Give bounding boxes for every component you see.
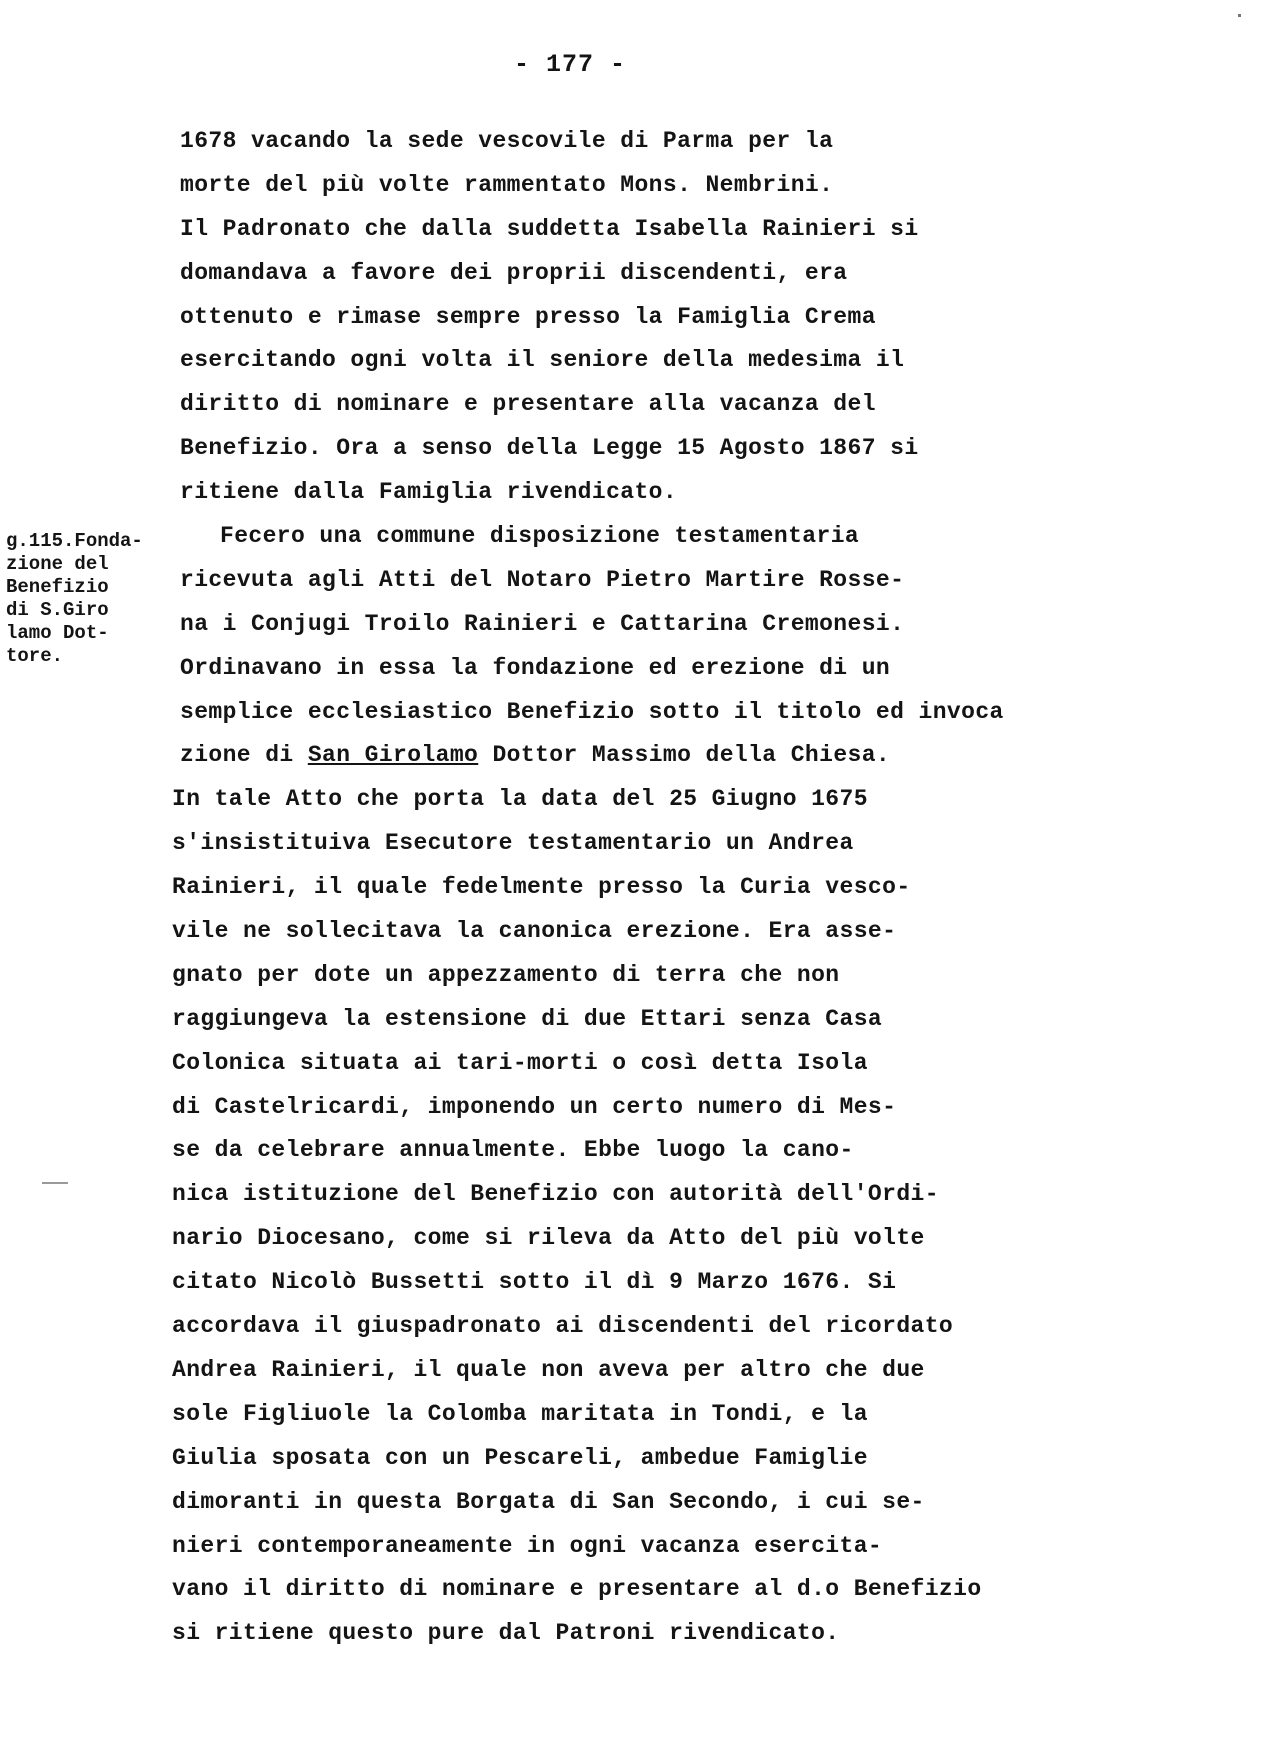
line-segment: Dottor Massimo della Chiesa. <box>478 742 891 769</box>
text-line-with-underline <box>180 734 1250 778</box>
underlined-name: San Girolamo <box>307 742 479 769</box>
text-line: In tale Atto che porta la data del 25 Giugno 1675 <box>172 786 868 813</box>
text-line: accordava il giuspadronato ai discendenti del ricordato <box>172 1313 954 1340</box>
page-number: - 177 - <box>513 50 627 79</box>
text-line: raggiungeva la estensione di due Ettari senza Casa <box>172 1005 883 1032</box>
scan-speck <box>1238 14 1241 17</box>
text-line: semplice ecclesiastico Benefizio sotto il titolo ed invoca <box>180 698 1004 725</box>
text-line: Rainieri, il quale fedelmente presso la Curia vesco- <box>172 874 911 901</box>
text-line: esercitando ogni volta il seniore della medesima il <box>180 347 905 374</box>
text-line: se da celebrare annualmente. Ebbe luogo la cano- <box>172 1137 854 1164</box>
margin-note <box>6 530 181 668</box>
text-line: ricevuta agli Atti del Notaro Pietro Martire Rosse- <box>180 566 905 593</box>
margin-note-line: g.115.Fonda- <box>6 530 143 552</box>
text-line: Il Padronato che dalla suddetta Isabella Rainieri si <box>180 215 919 242</box>
margin-note-line: lamo Dot- <box>6 622 109 644</box>
text-line: si ritiene questo pure dal Patroni rivendicato. <box>172 1620 840 1647</box>
margin-note-line: Benefizio <box>6 576 109 598</box>
margin-note-line: zione del <box>6 553 109 575</box>
paragraph-start-line: Fecero una commune disposizione testamentaria <box>220 523 860 550</box>
text-line: Ordinavano in essa la fondazione ed erezione di un <box>180 654 891 681</box>
text-line: sole Figliuole la Colomba maritata in Tondi, e la <box>172 1400 868 1427</box>
text-line: nario Diocesano, come si rileva da Atto del più volte <box>172 1225 925 1252</box>
text-line: nieri contemporaneamente in ogni vacanza esercita- <box>172 1532 883 1559</box>
text-line: Giulia sposata con un Pescareli, ambedue Famiglie <box>172 1444 868 1471</box>
line-segment: zione di <box>180 742 308 769</box>
text-line: diritto di nominare e presentare alla vacanza del <box>180 391 876 418</box>
text-line: di Castelricardi, imponendo un certo numero di Mes- <box>172 1093 897 1120</box>
text-line: citato Nicolò Bussetti sotto il dì 9 Marzo 1676. Si <box>172 1269 897 1296</box>
text-line: s'insistituiva Esecutore testamentario un Andrea <box>172 830 854 857</box>
text-line: vile ne sollecitava la canonica erezione. Era asse- <box>172 918 897 945</box>
text-line: Colonica situata ai tari-morti o così detta Isola <box>172 1049 868 1076</box>
text-line: nica istituzione del Benefizio con autorità dell'Ordi- <box>172 1181 939 1208</box>
text-line: vano il diritto di nominare e presentare al d.o Benefizio <box>172 1576 982 1603</box>
margin-note-line: di S.Giro <box>6 599 109 621</box>
text-line: gnato per dote un appezzamento di terra che non <box>172 961 840 988</box>
scan-mark <box>42 1182 68 1184</box>
text-line: morte del più volte rammentato Mons. Nembrini. <box>180 171 834 198</box>
text-line: Andrea Rainieri, il quale non aveva per altro che due <box>172 1356 925 1383</box>
text-line: Benefizio. Ora a senso della Legge 15 Agosto 1867 si <box>180 435 919 462</box>
text-line: 1678 vacando la sede vescovile di Parma per la <box>180 128 834 154</box>
text-line: domandava a favore dei proprii discendenti, era <box>180 259 848 286</box>
text-line: dimoranti in questa Borgata di San Secondo, i cui se- <box>172 1488 925 1515</box>
text-line: ottenuto e rimase sempre presso la Famiglia Crema <box>180 303 876 330</box>
body-text <box>172 120 1250 1656</box>
text-line: na i Conjugi Troilo Rainieri e Cattarina Cremonesi. <box>180 610 905 637</box>
text-line: ritiene dalla Famiglia rivendicato. <box>180 479 678 506</box>
margin-note-line: tore. <box>6 645 64 667</box>
